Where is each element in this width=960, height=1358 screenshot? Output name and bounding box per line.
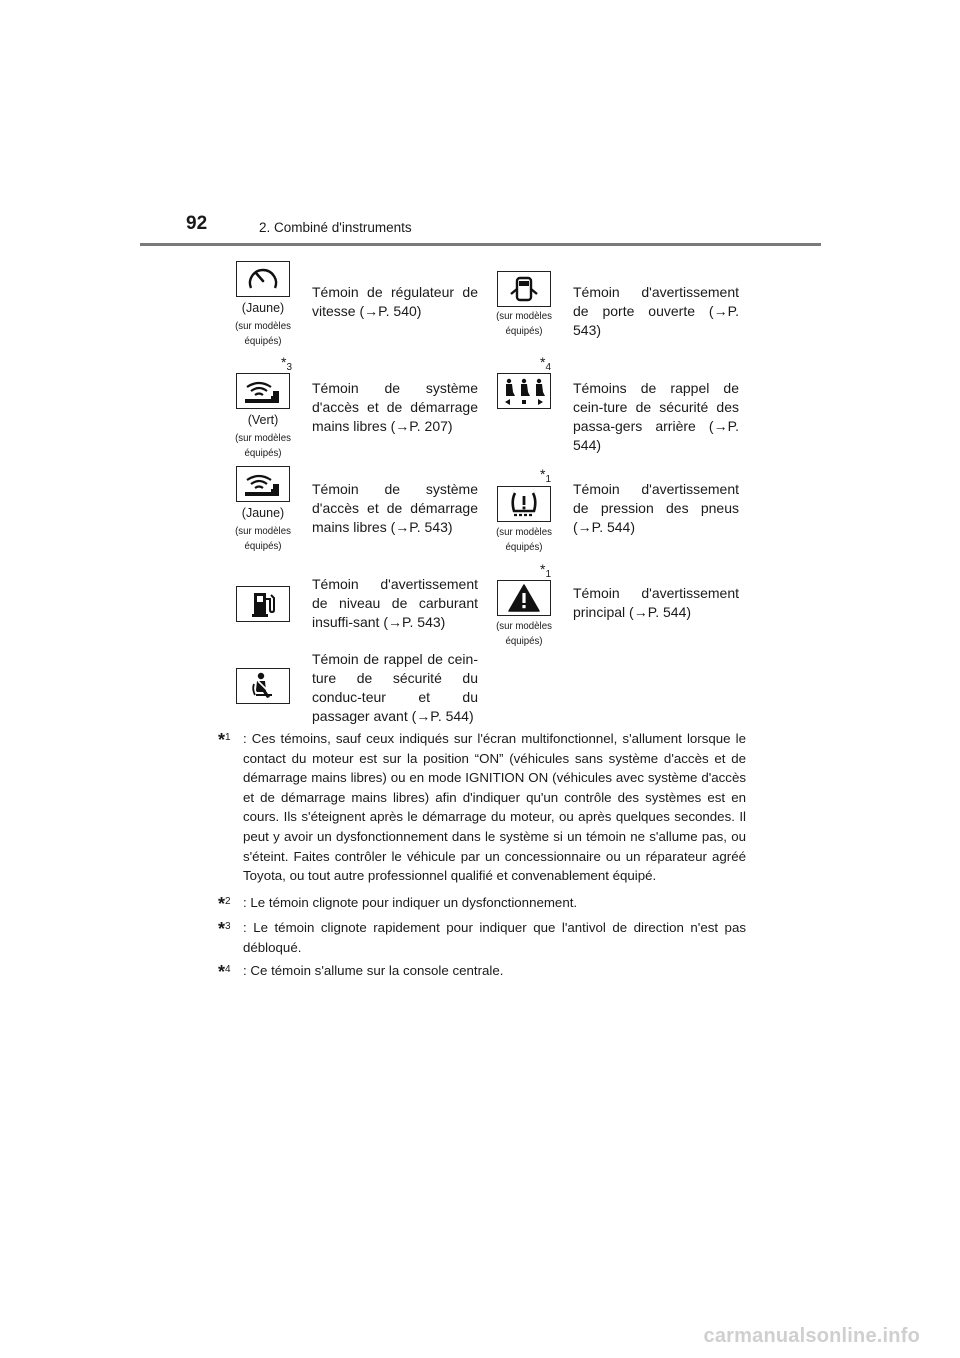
footnote-text: : Ce témoin s'allume sur la console centrale. (243, 963, 504, 978)
color-label: (Jaune) (241, 506, 285, 520)
equipped-label: (sur modèles équipés) (235, 432, 291, 459)
equipped-label: (sur modèles équipés) (496, 310, 552, 337)
indicator-description: Témoin de système d'accès et de démarrage mains libres (→P. 543) (312, 481, 478, 535)
equipped-label: (sur modèles équipés) (496, 526, 552, 553)
indicator-description: Témoins de rappel de cein-ture de sécurité des passa-gers arrière (→P. 544) (573, 380, 739, 453)
master-warning-icon (497, 580, 551, 616)
footnote-text: : Ces témoins, sauf ceux indiqués sur l'écran multifonctionnel, s'allument lorsque le contact du moteur est sur la position “ON” (véhicules sans système d'accès et de démarrage mains libres) ou en mode IGNITION ON (véhicules avec système d'accès et de démarrage mains libres) afin d'indiquer qu'un contrôle des systèmes est en cours. Ils s'éteignent après le démarrage du moteur, ou après quelques secondes. Il peut y avoir un dysfonctionnement dans le système si un témoin ne s'allume pas, ou s'éteint. Faites contrôler le véhicule par un concessionnaire ou un réparateur agréé Toyota, ou tout autre professionnel qualifié et convenablement équipé. (243, 731, 746, 884)
footnote-marker: *$^1$ (218, 730, 231, 750)
footnote-marker: $*_4$ (540, 354, 552, 373)
header-rule (140, 243, 821, 246)
color-label: (Vert) (247, 413, 279, 427)
footnote-text: : Le témoin clignote pour indiquer un dysfonctionnement. (243, 895, 578, 910)
smart-key-icon (236, 466, 290, 502)
page-number: 92 (186, 213, 208, 234)
footnote-marker: *$^4$ (218, 962, 231, 982)
watermark: carmanualsonline.info (703, 1325, 920, 1347)
footnote (218, 729, 746, 886)
footnote-marker: *$^3$ (218, 919, 231, 939)
fuel-pump-icon (236, 586, 290, 622)
footnote (218, 893, 746, 913)
smart-key-icon (236, 373, 290, 409)
equipped-label: (sur modèles équipés) (235, 525, 291, 552)
indicator-description: Témoin de rappel de cein-ture de sécurité du conduc-teur et du passager avant (→P. 544) (312, 651, 478, 724)
indicator-description: Témoin d'avertissement de porte ouverte (→P. 543) (573, 284, 739, 338)
cruise-control-icon (236, 261, 290, 297)
indicator-description: Témoin d'avertissement principal (→P. 544) (573, 585, 739, 620)
footnote-text: : Le témoin clignote rapidement pour indiquer que l'antivol de direction n'est pas débloqué. (243, 920, 746, 955)
footnote (218, 918, 746, 957)
equipped-label: (sur modèles équipés) (496, 620, 552, 647)
door-open-icon (497, 271, 551, 307)
color-label: (Jaune) (241, 301, 285, 315)
indicator-description: Témoin de système d'accès et de démarrage mains libres (→P. 207) (312, 380, 478, 434)
footnote-marker: $*_1$ (540, 466, 552, 485)
indicator-description: Témoin de régulateur de vitesse (→P. 540) (312, 284, 478, 319)
indicator-description: Témoin d'avertissement de niveau de carburant insuffi-sant (→P. 543) (312, 576, 478, 630)
section-title: 2. Combiné d'instruments (259, 220, 412, 235)
equipped-label: (sur modèles équipés) (235, 320, 291, 347)
footnote-marker: $*_1$ (540, 561, 552, 580)
footnote (218, 961, 746, 981)
footnote-marker: *$^2$ (218, 894, 231, 914)
tire-pressure-icon (497, 486, 551, 522)
footnote-marker: $*_3$ (281, 354, 293, 373)
indicator-description: Témoin d'avertissement de pression des pneus (→P. 544) (573, 481, 739, 535)
rear-seatbelt-icon (497, 373, 551, 409)
seatbelt-icon (236, 668, 290, 704)
